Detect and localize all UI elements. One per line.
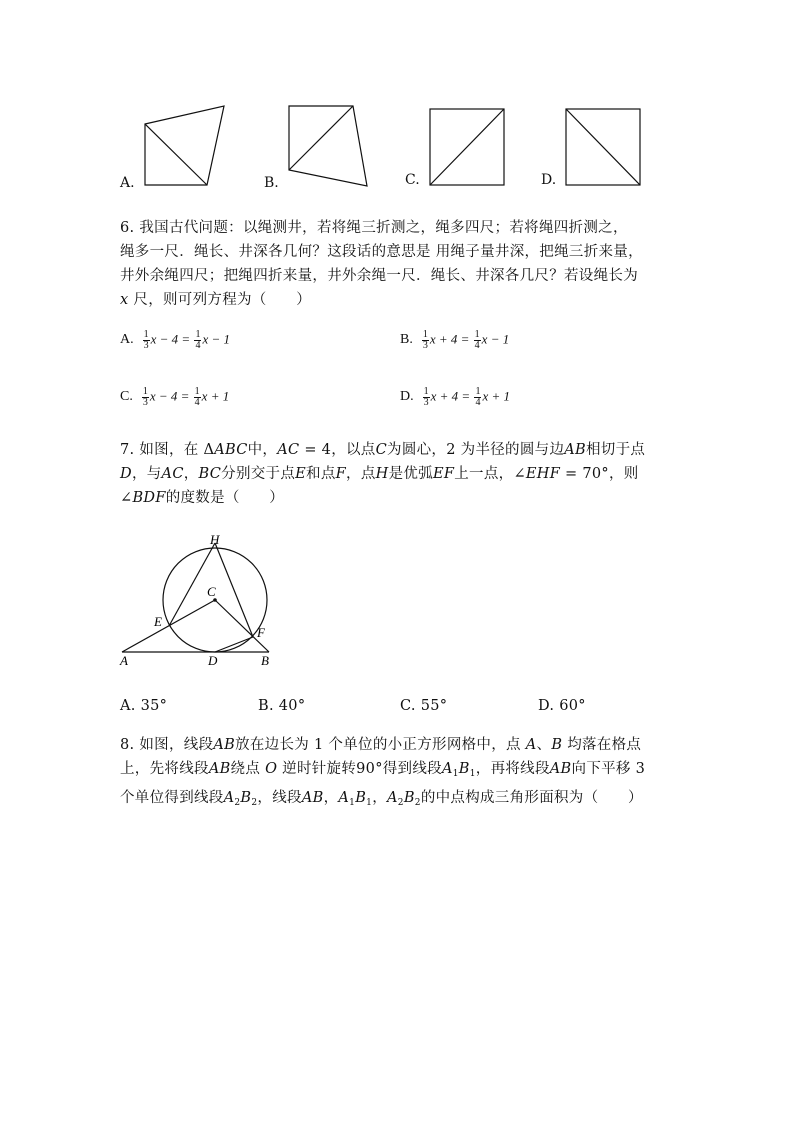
fraction-one-third: $\frac{1}{3}$	[143, 329, 149, 351]
q7-segment-ac	[122, 600, 215, 652]
q7-option-a[interactable]: A. 35°	[120, 698, 168, 714]
q6-line-2: 绳多一尺．绳长、井深各几何？这段话的意思是 用绳子量井深，把绳三折来量，	[120, 244, 643, 260]
q7-label-a: A	[120, 653, 128, 668]
q5-figure-b	[285, 102, 375, 192]
q6-line-4: x 尺，则可列方程为（ ）	[120, 292, 311, 308]
q8-line-2: 上，先将线段AB绕点 O 逆时针旋转90°得到线段$A_1B_1$，再将线段AB向下平移 3	[120, 761, 646, 779]
fraction-one-fourth: $\frac{1}{4}$	[475, 386, 481, 408]
q8-stem	[120, 733, 645, 815]
q6-option-b[interactable]: B. $\frac{1}{3}$ x + 4 = $\frac{1}{4}$ x − 1	[400, 329, 510, 351]
q5-figure-c	[426, 105, 508, 189]
fraction-one-third: $\frac{1}{3}$	[422, 329, 428, 351]
q6-stem	[120, 216, 643, 312]
q6-option-a[interactable]: A. $\frac{1}{3}$ x − 4 = $\frac{1}{4}$ x − 1	[120, 329, 230, 351]
q8-line-1: 8. 如图，线段AB放在边长为 1 个单位的小正方形网格中，点 A、B 均落在格点	[120, 737, 642, 753]
q7-label-c: C	[207, 584, 216, 599]
q6-line-3: 井外余绳四尺；把绳四折来量，井外余绳一尺．绳长、井深各几尺？若设绳长为	[120, 268, 638, 284]
q5-option-b-label[interactable]: B.	[264, 175, 279, 191]
q7-stem	[120, 438, 645, 510]
fraction-one-fourth: $\frac{1}{4}$	[474, 329, 480, 351]
q7-label-h: H	[210, 532, 220, 547]
q6-option-c[interactable]: C. $\frac{1}{3}$ x − 4 = $\frac{1}{4}$ x + 1	[120, 386, 230, 408]
q7-segment-df	[215, 637, 253, 652]
q7-label-f: F	[257, 625, 265, 640]
q7-line-3: ∠BDF的度数是（ ）	[120, 490, 285, 506]
q7-line-1: 7. 如图，在 ΔABC中，AC = 4，以点C为圆心，2 为半径的圆与边AB相切于点	[120, 442, 646, 458]
q6-line-1: 6. 我国古代问题：以绳测井，若将绳三折测之，绳多四尺；若将绳四折测之，	[120, 220, 628, 236]
q5-option-a-label[interactable]: A.	[120, 175, 135, 191]
q5-figure-d	[562, 105, 644, 189]
q8-line-3: 个单位得到线段$A_2B_2$，线段AB，$A_1B_1$，$A_2B_2$的中点构成三角形面积为（ ）	[120, 790, 643, 808]
q7-label-b: B	[261, 653, 269, 668]
q6-option-d[interactable]: D. $\frac{1}{3}$ x + 4 = $\frac{1}{4}$ x + 1	[400, 386, 510, 408]
q7-figure	[112, 528, 282, 673]
q7-option-d[interactable]: D. 60°	[538, 698, 586, 714]
q7-line-2: D，与AC，BC分别交于点E和点F，点H是优弧EF上一点，∠EHF = 70°，则	[120, 466, 639, 482]
fraction-one-third: $\frac{1}{3}$	[423, 386, 429, 408]
fraction-one-third: $\frac{1}{3}$	[142, 386, 148, 408]
q7-label-d: D	[208, 653, 218, 668]
q5-option-d-label[interactable]: D.	[541, 172, 557, 188]
fraction-one-fourth: $\frac{1}{4}$	[194, 386, 200, 408]
q5-figure-a	[140, 102, 230, 192]
q7-option-c[interactable]: C. 55°	[400, 698, 448, 714]
q7-label-e: E	[154, 614, 162, 629]
fraction-one-fourth: $\frac{1}{4}$	[195, 329, 201, 351]
q7-option-b[interactable]: B. 40°	[258, 698, 306, 714]
q7-segment-hf	[215, 543, 253, 637]
q5-option-c-label[interactable]: C.	[405, 172, 420, 188]
